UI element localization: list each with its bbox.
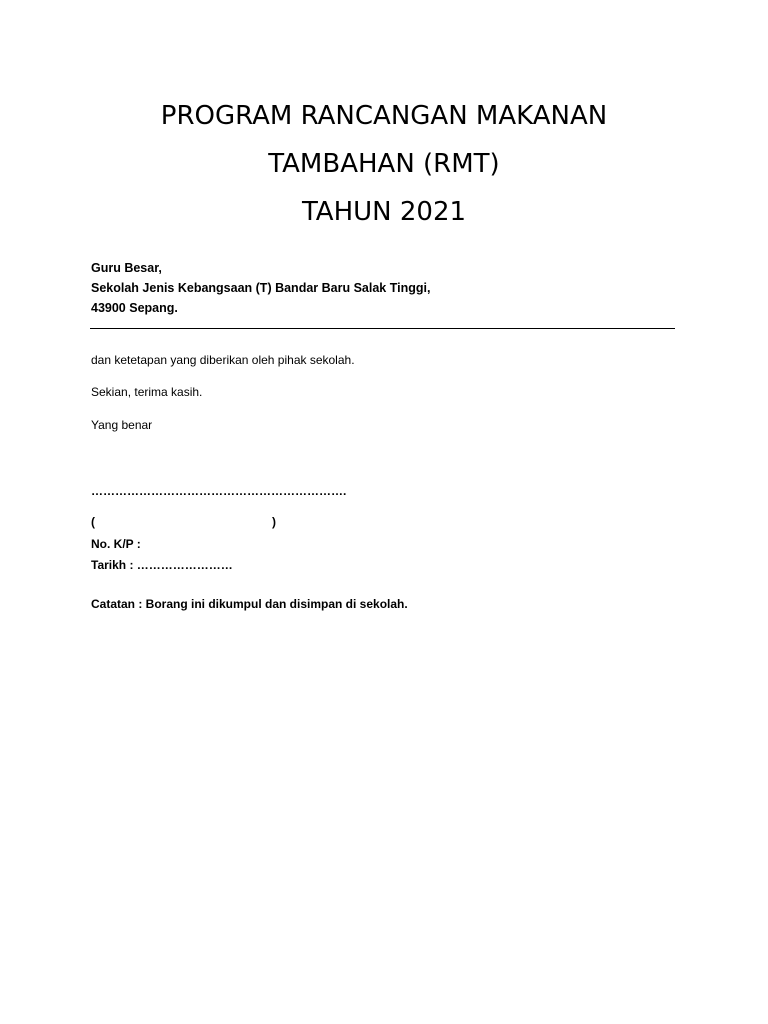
note-text: Catatan : Borang ini dikumpul dan disimpan di sekolah. (91, 597, 408, 611)
ic-number-label: No. K/P : (91, 537, 141, 551)
address-line-2: Sekolah Jenis Kebangsaan (T) Bandar Baru Salak Tinggi, (91, 281, 431, 295)
date-label: Tarikh : …………………… (91, 558, 233, 572)
title-line-2: TAMBAHAN (RMT) (268, 149, 500, 179)
closing-text: Sekian, terima kasih. (91, 385, 203, 399)
title-line-1: PROGRAM RANCANGAN MAKANAN (160, 101, 608, 131)
horizontal-rule (90, 328, 675, 329)
title-line-3: TAHUN 2021 (301, 197, 467, 227)
body-paragraph: dan ketetapan yang diberikan oleh pihak sekolah. (91, 353, 355, 367)
sign-off-text: Yang benar (91, 418, 153, 432)
signature-line: ………………………………………………………. (91, 484, 347, 498)
name-paren-open: ( (91, 515, 95, 529)
recipient-address (91, 258, 430, 318)
document-title (0, 92, 768, 236)
name-paren-close: ) (272, 515, 276, 529)
address-line-1: Guru Besar, (91, 261, 162, 275)
address-line-3: 43900 Sepang. (91, 301, 178, 315)
